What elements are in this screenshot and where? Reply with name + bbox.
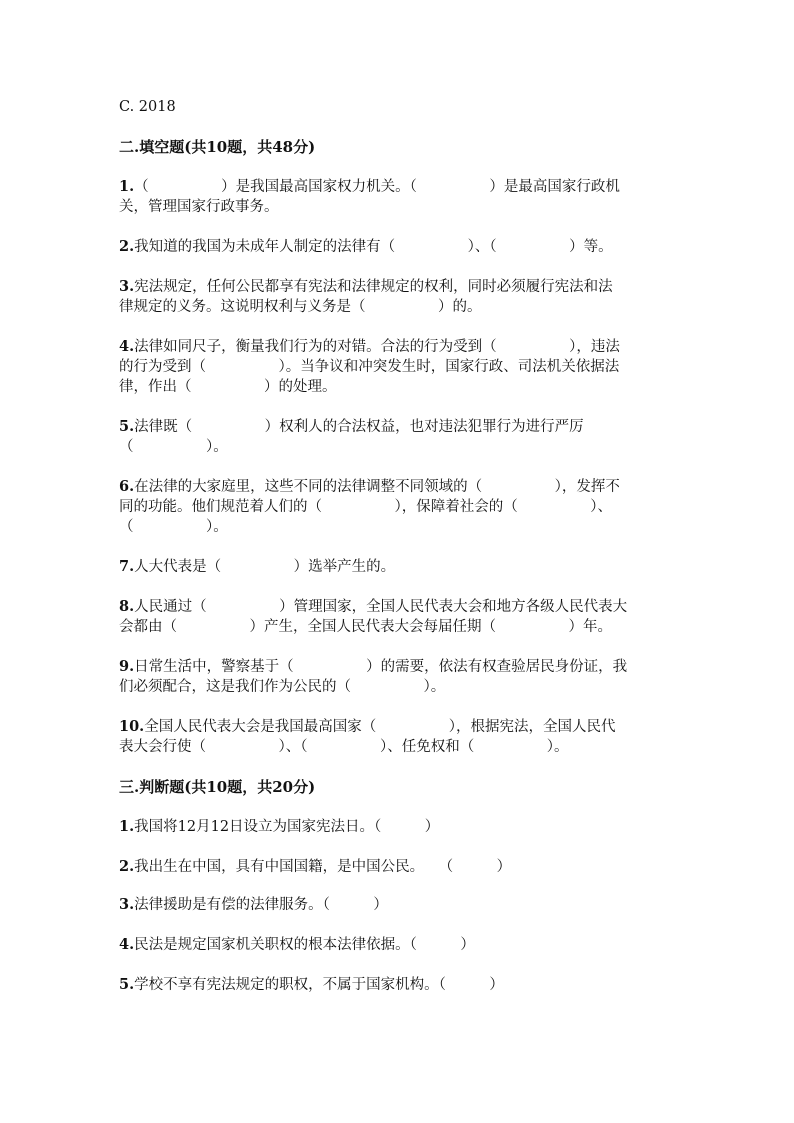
question-text: 法律既（ ）权利人的合法权益，也对违法犯罪行为进行严厉 (134, 419, 584, 435)
question-text: 同的功能。他们规范着人们的（ ），保障着社会的（ ）、 (119, 499, 612, 515)
question-text: （ ）。 (119, 439, 228, 455)
question-number: 10. (119, 718, 145, 735)
question-number: 4. (119, 338, 135, 355)
question-text: 我国将12月12日设立为国家宪法日。（ ） (134, 819, 440, 835)
fill-question-5-line-2 (119, 437, 679, 457)
question-number: 9. (119, 658, 135, 675)
question-number: 4. (119, 936, 135, 953)
question-number: 5. (119, 418, 135, 435)
question-text: 律，作出（ ）的处理。 (119, 379, 337, 395)
fill-question-9-line-1 (119, 657, 679, 677)
fill-question-8-line-2 (119, 617, 679, 637)
question-text: 人大代表是（ ）选举产生的。 (134, 559, 396, 575)
question-text: 日常生活中，警察基于（ ）的需要，依法有权查验居民身份证，我 (134, 659, 628, 675)
fill-question-1-line-2 (119, 197, 679, 217)
fill-question-5-line-1 (119, 417, 679, 437)
question-number: 8. (119, 598, 135, 615)
fill-question-8-line-1 (119, 597, 679, 617)
fill-question-1-line-1 (119, 177, 679, 197)
question-text: 们必须配合，这是我们作为公民的（ ）。 (119, 679, 446, 695)
fill-question-9-line-2 (119, 677, 679, 697)
fill-question-10-line-2 (119, 737, 679, 757)
question-text: 人民通过（ ）管理国家，全国人民代表大会和地方各级人民代表大 (134, 599, 628, 615)
question-text: 我出生在中国，具有中国国籍，是中国公民。 （ ） (134, 859, 512, 875)
question-text: 民法是规定国家机关职权的根本法律依据。（ ） (134, 937, 475, 953)
question-text: 在法律的大家庭里，这些不同的法律调整不同领域的（ ），发挥不 (134, 479, 620, 495)
judge-question-1 (119, 817, 679, 837)
judge-question-4 (119, 935, 679, 955)
judge-question-3 (119, 895, 679, 915)
question-number: 1. (119, 818, 135, 835)
question-text: 全国人民代表大会是我国最高国家（ ），根据宪法，全国人民代 (144, 719, 616, 735)
question-text: 律规定的义务。这说明权利与义务是（ ）的。 (119, 299, 482, 315)
question-number: 2. (119, 858, 135, 875)
fill-question-4-line-3 (119, 377, 679, 397)
question-text: 宪法规定，任何公民都享有宪法和法律规定的权利，同时必须履行宪法和法 (134, 279, 613, 295)
question-text: 我知道的我国为未成年人制定的法律有（ ）、（ ）等。 (134, 239, 613, 255)
question-text: 会都由（ ）产生，全国人民代表大会每届任期（ ）年。 (119, 619, 612, 635)
fill-question-10-line-1 (119, 717, 679, 737)
question-text: 表大会行使（ ）、（ ）、任免权和（ ）。 (119, 739, 569, 755)
fill-question-6-line-3 (119, 517, 679, 537)
option-c: C. 2018 (119, 99, 176, 115)
question-text: 法律援助是有偿的法律服务。（ ） (134, 897, 388, 913)
question-text: 的行为受到（ ）。当争议和冲突发生时，国家行政、司法机关依据法 (119, 359, 620, 375)
fill-question-2-line-1 (119, 237, 679, 257)
question-text: 学校不享有宪法规定的职权，不属于国家机构。（ ） (134, 977, 504, 993)
question-number: 3. (119, 896, 135, 913)
question-number: 5. (119, 976, 135, 993)
question-number: 1. (119, 178, 135, 195)
question-number: 2. (119, 238, 135, 255)
question-text: （ ）是我国最高国家权力机关。（ ）是最高国家行政机 (134, 179, 620, 195)
section-2-heading: 二.填空题(共10题，共48分) (119, 138, 316, 156)
question-text: 法律如同尺子，衡量我们行为的对错。合法的行为受到（ ），违法 (134, 339, 620, 355)
fill-question-4-line-2 (119, 357, 679, 377)
fill-question-6-line-1 (119, 477, 679, 497)
judge-question-2 (119, 857, 679, 877)
section-3-heading: 三.判断题(共10题，共20分) (119, 778, 316, 796)
question-number: 3. (119, 278, 135, 295)
question-number: 7. (119, 558, 135, 575)
fill-question-4-line-1 (119, 337, 679, 357)
fill-question-7-line-1 (119, 557, 679, 577)
fill-question-3-line-2 (119, 297, 679, 317)
question-text: （ ）。 (119, 519, 228, 535)
fill-question-3-line-1 (119, 277, 679, 297)
fill-question-6-line-2 (119, 497, 679, 517)
question-text: 关，管理国家行政事务。 (119, 199, 279, 215)
judge-question-5 (119, 975, 679, 995)
question-number: 6. (119, 478, 135, 495)
